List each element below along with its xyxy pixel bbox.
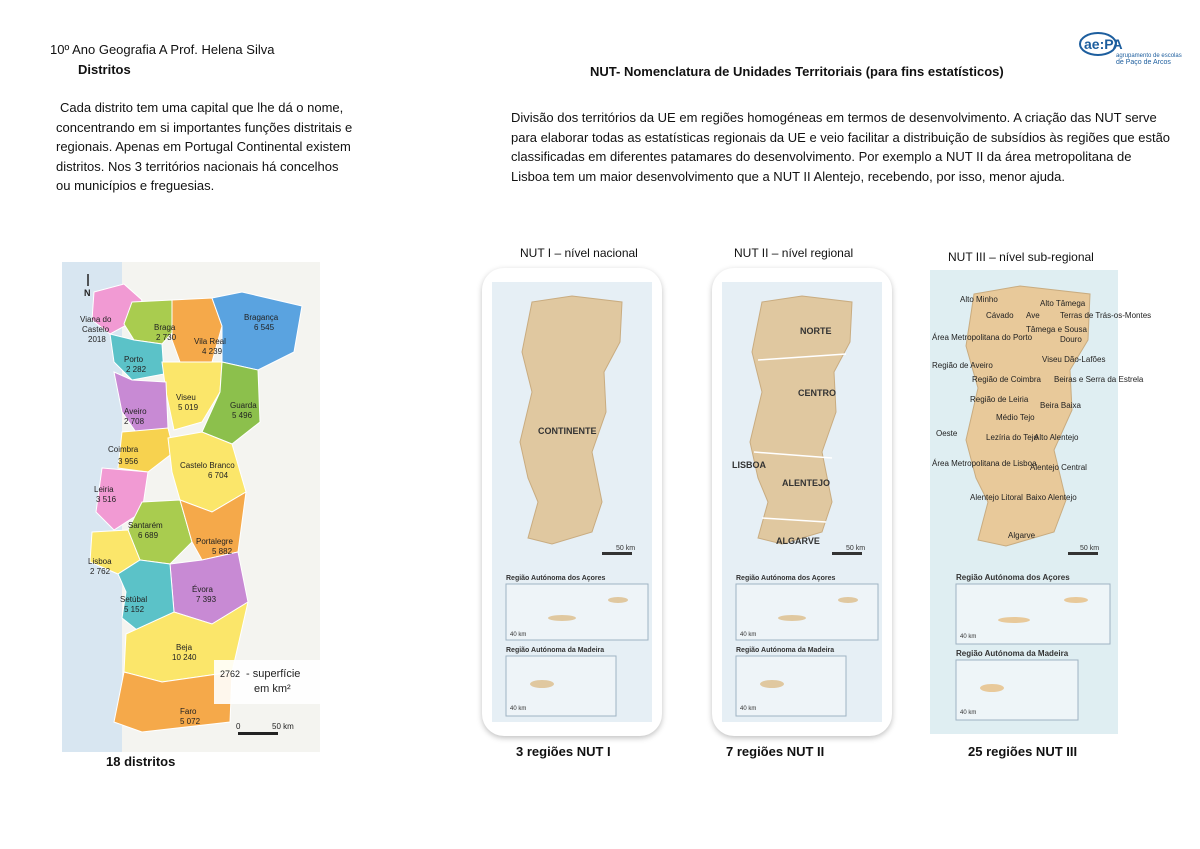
course-header: 10º Ano Geografia A Prof. Helena Silva xyxy=(50,42,275,57)
legend-value: 2762 xyxy=(220,669,241,679)
svg-text:0: 0 xyxy=(236,722,241,731)
nut2-caption: 7 regiões NUT II xyxy=(726,744,825,759)
svg-text:Beiras e Serra da Estrela: Beiras e Serra da Estrela xyxy=(1054,375,1144,384)
svg-text:em km²: em km² xyxy=(254,683,291,695)
svg-text:Tâmega e Sousa: Tâmega e Sousa xyxy=(1026,325,1087,334)
svg-text:Região de Leiria: Região de Leiria xyxy=(970,395,1029,404)
nut1-region-continente: CONTINENTE xyxy=(538,426,597,436)
svg-text:6 545: 6 545 xyxy=(254,323,275,332)
svg-text:Beira Baixa: Beira Baixa xyxy=(1040,401,1081,410)
left-title: Distritos xyxy=(78,62,131,77)
svg-text:Portalegre: Portalegre xyxy=(196,537,233,546)
svg-text:40 km: 40 km xyxy=(740,706,757,712)
scale-bar xyxy=(238,732,278,735)
svg-text:Área Metropolitana do Porto: Área Metropolitana do Porto xyxy=(932,333,1033,342)
svg-text:Cávado: Cávado xyxy=(986,311,1014,320)
svg-text:2 730: 2 730 xyxy=(156,333,177,342)
svg-text:Alto Minho: Alto Minho xyxy=(960,295,998,304)
svg-text:50 km: 50 km xyxy=(1080,545,1100,552)
svg-text:5 882: 5 882 xyxy=(212,547,233,556)
svg-text:Terras de Trás-os-Montes: Terras de Trás-os-Montes xyxy=(1060,311,1152,320)
svg-text:- superfície: - superfície xyxy=(246,668,301,680)
districts-caption: 18 distritos xyxy=(106,754,176,769)
nut3-caption: 25 regiões NUT III xyxy=(968,744,1078,759)
nut1-azores-label: Região Autónoma dos Açores xyxy=(506,575,606,582)
nut2-map xyxy=(712,268,892,736)
nut3-title: NUT III – nível sub-regional xyxy=(948,250,1094,264)
svg-text:Aveiro: Aveiro xyxy=(124,407,147,416)
svg-text:Viseu: Viseu xyxy=(176,393,196,402)
svg-text:Oeste: Oeste xyxy=(936,429,958,438)
svg-text:Lisboa: Lisboa xyxy=(88,557,112,566)
svg-text:Beja: Beja xyxy=(176,643,193,652)
svg-text:Guarda: Guarda xyxy=(230,401,257,410)
right-title: NUT- Nomenclatura de Unidades Territoriais (para fins estatísticos) xyxy=(590,64,1004,79)
svg-text:Castelo Branco: Castelo Branco xyxy=(180,461,235,470)
svg-text:6 689: 6 689 xyxy=(138,531,159,540)
svg-text:Faro: Faro xyxy=(180,707,197,716)
svg-text:Alentejo Litoral: Alentejo Litoral xyxy=(970,493,1023,502)
svg-text:Bragança: Bragança xyxy=(244,313,279,322)
svg-text:40 km: 40 km xyxy=(960,710,977,716)
svg-text:Douro: Douro xyxy=(1060,335,1082,344)
svg-text:50 km: 50 km xyxy=(846,545,866,552)
svg-text:Alto Alentejo: Alto Alentejo xyxy=(1034,433,1079,442)
svg-text:Braga: Braga xyxy=(154,323,176,332)
logo-text: ae:PA xyxy=(1084,36,1123,52)
svg-text:Viana do: Viana do xyxy=(80,315,112,324)
nut2-region-algarve: ALGARVE xyxy=(776,536,820,546)
svg-text:5 496: 5 496 xyxy=(232,411,253,420)
svg-text:de Paço de Arcos: de Paço de Arcos xyxy=(1116,59,1171,66)
svg-text:40 km: 40 km xyxy=(960,634,977,640)
svg-text:Baixo Alentejo: Baixo Alentejo xyxy=(1026,493,1077,502)
nut2-region-centro: CENTRO xyxy=(798,388,836,398)
nut3-map xyxy=(930,270,1152,734)
svg-text:Médio Tejo: Médio Tejo xyxy=(996,413,1035,422)
nut2-region-alentejo: ALENTEJO xyxy=(782,478,831,488)
svg-text:Algarve: Algarve xyxy=(1008,531,1036,540)
svg-text:agrupamento de escolas: agrupamento de escolas xyxy=(1116,53,1182,59)
svg-text:6 704: 6 704 xyxy=(208,471,229,480)
svg-text:Setúbal: Setúbal xyxy=(120,595,148,604)
svg-text:Alto Tâmega: Alto Tâmega xyxy=(1040,299,1086,308)
nut1-map xyxy=(482,268,662,736)
nut1-title: NUT I – nível nacional xyxy=(520,246,638,260)
districts-description: Cada distrito tem uma capital que lhe dá o nome, concentrando em si importantes funções distritais e regionais. Apenas em Portugal Continental existem distritos. Nos 3 territórios nacionais há concelhos ou municípios e freguesias. xyxy=(56,100,353,193)
school-logo xyxy=(1078,30,1188,66)
svg-text:40 km: 40 km xyxy=(510,632,527,638)
svg-text:Área Metropolitana de Lisboa: Área Metropolitana de Lisboa xyxy=(932,459,1037,468)
svg-text:Évora: Évora xyxy=(192,585,213,594)
svg-text:Porto: Porto xyxy=(124,355,144,364)
svg-text:Leiria: Leiria xyxy=(94,485,114,494)
svg-text:Viseu Dão-Lafões: Viseu Dão-Lafões xyxy=(1042,355,1106,364)
svg-text:2 762: 2 762 xyxy=(90,567,111,576)
svg-text:10 240: 10 240 xyxy=(172,653,197,662)
logo-icon xyxy=(1078,30,1188,66)
svg-text:40 km: 40 km xyxy=(740,632,757,638)
svg-text:Castelo: Castelo xyxy=(82,325,110,334)
nut1-caption: 3 regiões NUT I xyxy=(516,744,611,759)
districts-map xyxy=(62,262,320,752)
svg-text:Santarém: Santarém xyxy=(128,521,163,530)
nut1-madeira-label: Região Autónoma da Madeira xyxy=(506,647,605,654)
nut3-azores-label: Região Autónoma dos Açores xyxy=(956,573,1070,582)
svg-text:Alentejo Central: Alentejo Central xyxy=(1030,463,1087,472)
nut-description: Divisão dos territórios da UE em regiões homogéneas em termos de desenvolvimento. A criação das NUT serve para elaborar todas as estatísticas regionais da UE e veio facilitar a distribuição de subsídios às regiões que estão classificadas em diferentes patamares do desenvolvimento. Por exemplo a NUT II da área metropolitana de Lisboa tem um maior desenvolvimento que a NUT II Alentejo, recebendo, por isso, menor ajuda. xyxy=(511,110,1171,184)
svg-text:3 956: 3 956 xyxy=(118,457,139,466)
svg-text:50 km: 50 km xyxy=(616,545,636,552)
svg-text:Região de Aveiro: Região de Aveiro xyxy=(932,361,993,370)
svg-text:5 072: 5 072 xyxy=(180,717,201,726)
svg-text:5 019: 5 019 xyxy=(178,403,199,412)
north-label: N xyxy=(84,288,91,298)
svg-text:2018: 2018 xyxy=(88,335,106,344)
nut2-region-norte: NORTE xyxy=(800,326,832,336)
nut3-madeira-label: Região Autónoma da Madeira xyxy=(956,649,1069,658)
svg-text:40 km: 40 km xyxy=(510,706,527,712)
nut2-azores-label: Região Autónoma dos Açores xyxy=(736,575,836,582)
svg-text:Região de Coimbra: Região de Coimbra xyxy=(972,375,1041,384)
svg-text:50 km: 50 km xyxy=(272,722,294,731)
svg-text:Lezíria do Tejo: Lezíria do Tejo xyxy=(986,433,1038,442)
svg-text:Vila Real: Vila Real xyxy=(194,337,226,346)
nut2-madeira-label: Região Autónoma da Madeira xyxy=(736,647,835,654)
svg-text:2 708: 2 708 xyxy=(124,417,145,426)
svg-text:5 152: 5 152 xyxy=(124,605,145,614)
svg-text:Ave: Ave xyxy=(1026,311,1040,320)
svg-text:2 282: 2 282 xyxy=(126,365,147,374)
svg-text:3 516: 3 516 xyxy=(96,495,117,504)
svg-text:7 393: 7 393 xyxy=(196,595,217,604)
nut2-region-lisboa: LISBOA xyxy=(732,460,767,470)
svg-text:Coimbra: Coimbra xyxy=(108,445,139,454)
svg-text:4 239: 4 239 xyxy=(202,347,223,356)
nut2-title: NUT II – nível regional xyxy=(734,246,854,260)
